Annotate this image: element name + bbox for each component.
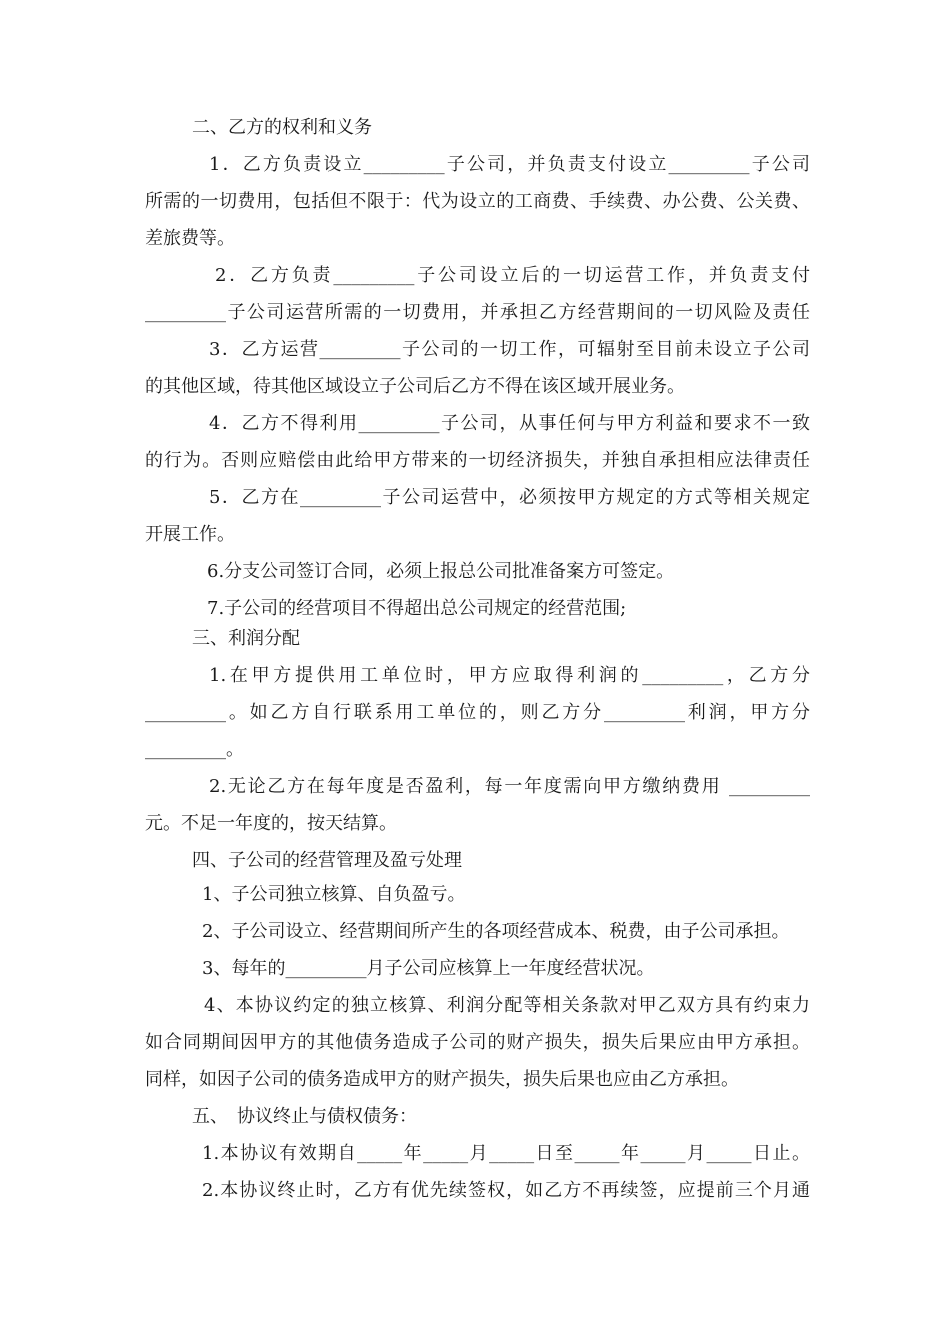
paragraph-line: 5．乙方在_________子公司运营中，必须按甲方规定的方式等相关规定 <box>209 487 810 508</box>
paragraph-line: 4、本协议约定的独立核算、利润分配等相关条款对甲乙双方具有约束力 <box>204 995 810 1016</box>
paragraph-line: 2、子公司设立、经营期间所产生的各项经营成本、税费，由子公司承担。 <box>202 921 790 942</box>
paragraph-line: 的其他区域，待其他区域设立子公司后乙方不得在该区域开展业务。 <box>145 376 685 397</box>
paragraph-line: _________。 <box>145 739 244 760</box>
paragraph-line: 4．乙方不得利用_________子公司，从事任何与甲方利益和要求不一致 <box>209 413 810 434</box>
paragraph-line: 同样，如因子公司的债务造成甲方的财产损失，损失后果也应由乙方承担。 <box>145 1069 739 1090</box>
section-heading-3: 三、利润分配 <box>192 628 300 649</box>
paragraph-line: 1.本协议有效期自_____年_____月_____日至_____年_____月_____日止。 <box>202 1143 810 1164</box>
paragraph-line: 1．乙方负责设立_________子公司，并负责支付设立_________子公司 <box>209 154 810 175</box>
paragraph-line: 3、每年的_________月子公司应核算上一年度经营状况。 <box>202 958 655 979</box>
paragraph-line: _________。如乙方自行联系用工单位的，则乙方分_________利润，甲方分 <box>145 702 810 723</box>
paragraph-line: 2.无论乙方在每年度是否盈利，每一年度需向甲方缴纳费用 _________ <box>209 776 810 797</box>
paragraph-line: 3．乙方运营_________子公司的一切工作，可辐射至目前未设立子公司 <box>209 339 810 360</box>
section-heading-2: 二、乙方的权利和义务 <box>192 117 372 138</box>
paragraph-line: 7.子公司的经营项目不得超出总公司规定的经营范围; <box>207 598 627 619</box>
paragraph-line: 2.本协议终止时，乙方有优先续签权，如乙方不再续签，应提前三个月通 <box>202 1180 810 1201</box>
paragraph-line: 2．乙方负责_________子公司设立后的一切运营工作，并负责支付 <box>215 265 810 286</box>
paragraph-line: 元。不足一年度的，按天结算。 <box>145 813 397 834</box>
paragraph-line: 所需的一切费用，包括但不限于：代为设立的工商费、手续费、办公费、公关费、 <box>145 191 810 212</box>
paragraph-line: _________子公司运营所需的一切费用，并承担乙方经营期间的一切风险及责任 <box>145 302 810 323</box>
paragraph-line: 1.在甲方提供用工单位时，甲方应取得利润的_________，乙方分 <box>209 665 810 686</box>
paragraph-line: 6.分支公司签订合同，必须上报总公司批准备案方可签定。 <box>207 561 675 582</box>
paragraph-line: 的行为。否则应赔偿由此给甲方带来的一切经济损失，并独自承担相应法律责任 <box>145 450 810 471</box>
section-heading-4: 四、子公司的经营管理及盈亏处理 <box>192 850 462 871</box>
paragraph-line: 1、子公司独立核算、自负盈亏。 <box>202 884 466 905</box>
paragraph-line: 开展工作。 <box>145 524 235 545</box>
paragraph-line: 差旅费等。 <box>145 228 235 249</box>
section-heading-5: 五、 协议终止与债权债务： <box>192 1106 417 1127</box>
paragraph-line: 如合同期间因甲方的其他债务造成子公司的财产损失，损失后果应由甲方承担。 <box>145 1032 810 1053</box>
